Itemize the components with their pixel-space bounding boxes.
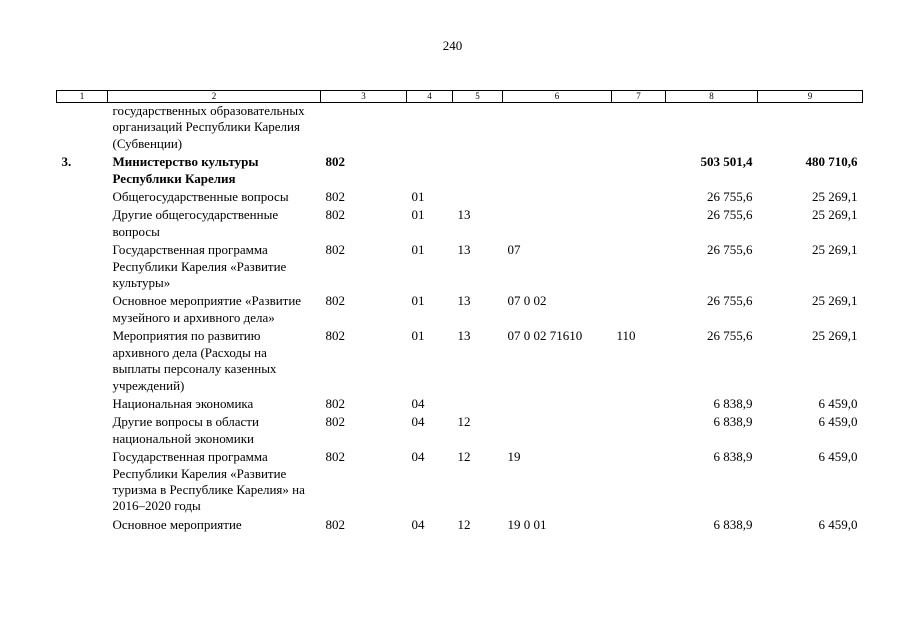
table-cell-7 xyxy=(612,187,666,205)
table-cell-6 xyxy=(503,103,612,153)
table-cell-5: 13 xyxy=(457,207,471,223)
table-cell-8 xyxy=(666,103,758,153)
header-cell: 5 xyxy=(453,91,503,103)
table-cell-6: 07 xyxy=(507,242,521,258)
table-cell-8: 26 755,6 xyxy=(707,189,753,205)
table-cell-6: 19 xyxy=(507,449,521,465)
budget-table xyxy=(56,90,863,533)
table-cell-1 xyxy=(57,447,108,515)
table-cell-2: Мероприятия по развитию архивного дела (Расходы на выплаты персоналу казенных учреждений) xyxy=(112,328,277,393)
table-cell-3: 802 xyxy=(325,207,345,223)
table-cell-4 xyxy=(407,152,453,187)
table-row xyxy=(57,187,863,205)
table-cell-8: 6 838,9 xyxy=(713,395,753,411)
table-cell-1 xyxy=(57,291,108,326)
table-cell-2: Государственная программа Республики Карелия «Развитие культуры» xyxy=(112,242,287,291)
table-cell-7 xyxy=(612,515,666,533)
table-row xyxy=(57,447,863,515)
table-cell-1 xyxy=(57,240,108,291)
table-cell-3: 802 xyxy=(325,189,345,205)
header-cell: 2 xyxy=(108,91,321,103)
table-row xyxy=(57,205,863,240)
table-cell-8: 6 838,9 xyxy=(713,449,753,465)
table-cell-7 xyxy=(612,152,666,187)
table-row xyxy=(57,515,863,533)
table-cell-3: 802 xyxy=(325,395,345,411)
table-cell-6: 07 0 02 71610 xyxy=(507,328,583,344)
table-cell-1 xyxy=(57,205,108,240)
table-cell-9: 6 459,0 xyxy=(818,395,858,411)
table-cell-1 xyxy=(57,412,108,447)
page-number: 240 xyxy=(442,38,463,53)
table-cell-9: 25 269,1 xyxy=(812,328,858,344)
table-cell-5: 12 xyxy=(457,516,471,532)
table-cell-8: 6 838,9 xyxy=(713,414,753,430)
table-cell-2: государственных образовательных организаций Республики Карелия (Субвенции) xyxy=(112,103,305,151)
table-cell-1 xyxy=(57,103,108,153)
table-cell-3: 802 xyxy=(325,414,345,430)
table-cell-4: 04 xyxy=(411,449,425,465)
table-cell-5: 12 xyxy=(457,414,471,430)
table-cell-5 xyxy=(453,103,503,153)
table-row xyxy=(57,394,863,412)
table-cell-8: 26 755,6 xyxy=(707,328,753,344)
table-cell-1: 3. xyxy=(61,154,72,170)
table-cell-8: 6 838,9 xyxy=(713,516,753,532)
table-cell-1 xyxy=(57,326,108,394)
table-cell-4: 01 xyxy=(411,189,425,205)
table-cell-6: 19 0 01 xyxy=(507,516,547,532)
table-cell-2: Основное мероприятие xyxy=(112,516,242,532)
table-cell-7 xyxy=(612,205,666,240)
table-cell-7 xyxy=(612,240,666,291)
table-cell-3: 802 xyxy=(325,449,345,465)
table-cell-2: Другие общегосударственные вопросы xyxy=(112,207,279,239)
table-cell-8: 26 755,6 xyxy=(707,242,753,258)
header-cell: 4 xyxy=(407,91,453,103)
table-cell-9: 25 269,1 xyxy=(812,293,858,309)
table-cell-3 xyxy=(321,103,407,153)
table-cell-6 xyxy=(503,394,612,412)
table-cell-7 xyxy=(612,291,666,326)
table-cell-5: 12 xyxy=(457,449,471,465)
table-cell-2: Общегосударственные вопросы xyxy=(112,189,289,205)
table-cell-9: 25 269,1 xyxy=(812,207,858,223)
table-cell-4: 01 xyxy=(411,328,425,344)
table-cell-5 xyxy=(453,394,503,412)
table-row xyxy=(57,103,863,153)
table-cell-7 xyxy=(612,103,666,153)
table-cell-9: 25 269,1 xyxy=(812,242,858,258)
table-cell-3: 802 xyxy=(325,293,345,309)
table-cell-7 xyxy=(612,412,666,447)
table-cell-2: Национальная экономика xyxy=(112,395,254,411)
table-cell-4: 01 xyxy=(411,242,425,258)
table-cell-9: 25 269,1 xyxy=(812,189,858,205)
header-cell: 6 xyxy=(503,91,612,103)
header-cell: 8 xyxy=(666,91,758,103)
table-header-row xyxy=(57,91,863,103)
table-cell-3: 802 xyxy=(325,328,345,344)
table-row xyxy=(57,291,863,326)
header-cell: 9 xyxy=(758,91,863,103)
table-cell-4: 04 xyxy=(411,395,425,411)
table-cell-5: 13 xyxy=(457,328,471,344)
table-cell-9: 6 459,0 xyxy=(818,449,858,465)
table-cell-2: Министерство культуры Республики Карелия xyxy=(112,154,259,186)
table-cell-3: 802 xyxy=(325,516,345,532)
table-row xyxy=(57,412,863,447)
table-row xyxy=(57,240,863,291)
header-cell: 7 xyxy=(612,91,666,103)
table-cell-9 xyxy=(758,103,863,153)
table-cell-6: 07 0 02 xyxy=(507,293,547,309)
table-cell-5 xyxy=(453,187,503,205)
table-cell-8: 503 501,4 xyxy=(700,154,753,170)
table-cell-9: 6 459,0 xyxy=(818,414,858,430)
table-cell-7: 110 xyxy=(616,328,636,344)
table-cell-9: 480 710,6 xyxy=(805,154,858,170)
table-cell-3: 802 xyxy=(325,154,345,170)
table-cell-7 xyxy=(612,447,666,515)
table-cell-5: 13 xyxy=(457,293,471,309)
table-cell-1 xyxy=(57,515,108,533)
table-cell-4: 04 xyxy=(411,414,425,430)
table-cell-6 xyxy=(503,187,612,205)
header-cell: 1 xyxy=(57,91,108,103)
table-cell-6 xyxy=(503,205,612,240)
table-row xyxy=(57,326,863,394)
header-cell: 3 xyxy=(321,91,407,103)
table-cell-6 xyxy=(503,412,612,447)
table-row xyxy=(57,152,863,187)
table-cell-2: Другие вопросы в области национальной экономики xyxy=(112,414,259,446)
table-cell-2: Государственная программа Республики Карелия «Развитие туризма в Республике Карелия» на 2016–2020 годы xyxy=(112,449,305,514)
table-cell-6 xyxy=(503,152,612,187)
table-cell-9: 6 459,0 xyxy=(818,516,858,532)
table-cell-4: 04 xyxy=(411,516,425,532)
table-cell-1 xyxy=(57,187,108,205)
table-cell-8: 26 755,6 xyxy=(707,207,753,223)
table-cell-4 xyxy=(407,103,453,153)
table-cell-5 xyxy=(453,152,503,187)
table-cell-4: 01 xyxy=(411,293,425,309)
table-cell-4: 01 xyxy=(411,207,425,223)
table-cell-2: Основное мероприятие «Развитие музейного и архивного дела» xyxy=(112,293,302,325)
table-cell-1 xyxy=(57,394,108,412)
table-cell-8: 26 755,6 xyxy=(707,293,753,309)
table-cell-7 xyxy=(612,394,666,412)
table-cell-5: 13 xyxy=(457,242,471,258)
table-cell-3: 802 xyxy=(325,242,345,258)
